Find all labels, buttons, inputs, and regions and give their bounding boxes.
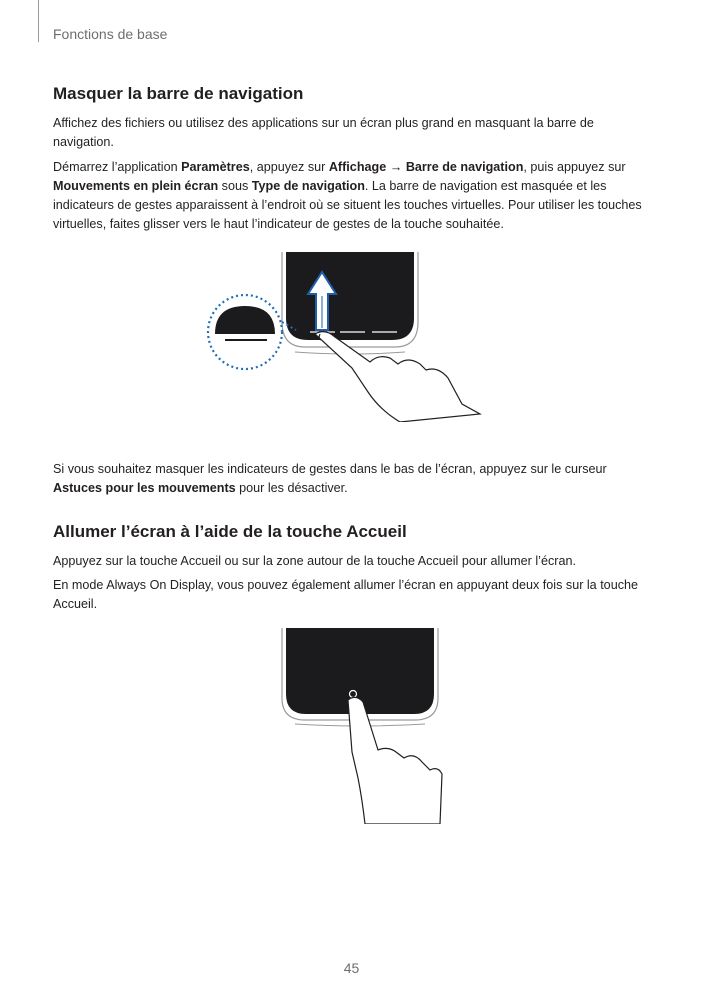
paragraph-hide-navbar-intro: Affichez des fichiers ou utilisez des applications sur un écran plus grand en masquant la barre de navigation.	[53, 116, 594, 149]
paragraph-hide-navbar-steps: Démarrez l’application Paramètres, appuyez sur Affichage → Barre de navigation, puis appuyez sur Mouvements en plein écran sous Type de navigation. La barre de navigation est masquée et les indicateurs de gestes apparaissent à l’endroit où se situent les touches virtuelles. Pour utiliser les touches virtuelles, faites glisser vers le haut l’indicateur de gestes de la touche souhaitée.	[53, 160, 642, 231]
zoom-circle-icon	[208, 295, 296, 369]
page-number: 45	[343, 960, 360, 976]
section-title-wake-home: Allumer l’écran à l’aide de la touche Accueil	[53, 522, 407, 541]
paragraph-wake-home-2: En mode Always On Display, vous pouvez également allumer l’écran en appuyant deux fois sur la touche Accueil.	[53, 578, 638, 611]
section-header: Fonctions de base	[53, 26, 168, 42]
paragraph-wake-home-1: Appuyez sur la touche Accueil ou sur la zone autour de la touche Accueil pour allumer l’écran.	[53, 554, 576, 568]
paragraph-hide-gesture-hints: Si vous souhaitez masquer les indicateurs de gestes dans le bas de l’écran, appuyez sur le curseur Astuces pour les mouvements pour les désactiver.	[53, 462, 607, 495]
hand-tap-icon	[348, 697, 442, 824]
header-divider	[38, 0, 39, 42]
section-title-hide-navbar: Masquer la barre de navigation	[53, 84, 304, 103]
hand-swipe-icon	[315, 332, 480, 422]
figure-gesture-swipe	[200, 252, 490, 422]
figure-home-press	[270, 628, 450, 824]
